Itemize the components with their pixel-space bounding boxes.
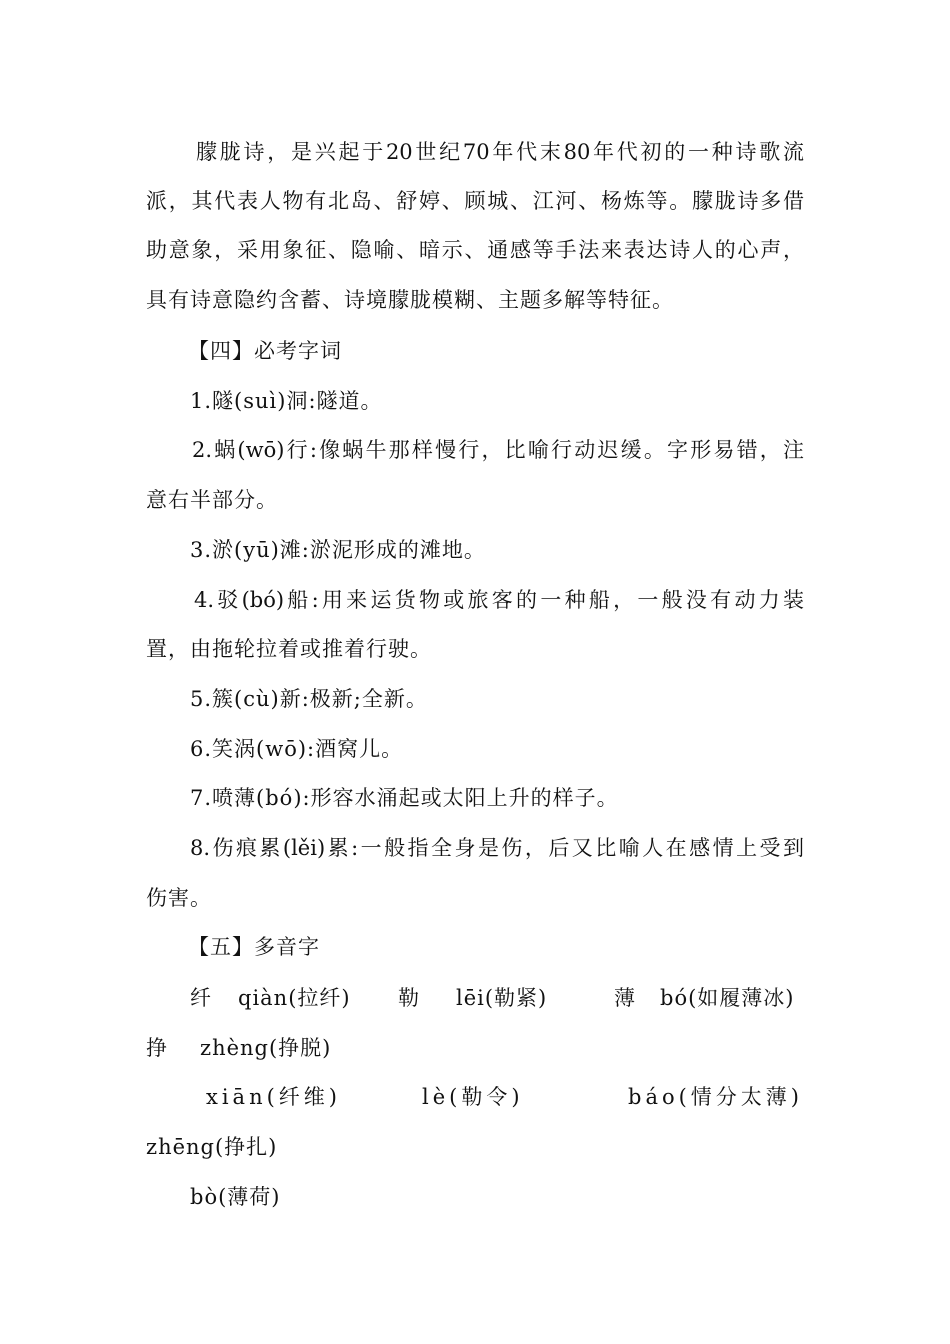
section-heading-4: 【四】必考字词 — [188, 339, 342, 363]
polyphone-reading-zheng-2: zhēng(挣扎) — [146, 1135, 278, 1159]
polyphone-reading-bao: báo(情分太薄) — [628, 1085, 803, 1109]
vocab-item-6: 6.笑涡(wō):酒窝儿。 — [190, 737, 404, 761]
vocab-item-4-line-2: 置，由拖轮拉着或推着行驶。 — [146, 637, 432, 661]
polyphone-reading-lei: lēi(勒紧) — [456, 986, 548, 1010]
vocab-item-1: 1.隧(suì)洞:隧道。 — [190, 389, 383, 413]
vocab-item-7: 7.喷薄(bó):形容水涌起或太阳上升的样子。 — [190, 786, 619, 810]
section-heading-5: 【五】多音字 — [188, 935, 320, 959]
polyphone-reading-xian: xiān(纤维) — [206, 1085, 341, 1109]
polyphone-char-bo: 薄 — [614, 986, 636, 1010]
polyphone-reading-le: lè(勒令) — [422, 1085, 524, 1109]
vocab-item-5: 5.簇(cù)新:极新;全新。 — [190, 687, 428, 711]
vocab-item-3: 3.淤(yū)滩:淤泥形成的滩地。 — [190, 538, 486, 562]
intro-line-1: 朦胧诗，是兴起于20世纪70年代末80年代初的一种诗歌流 — [196, 140, 804, 164]
intro-line-4: 具有诗意隐约含蓄、诗境朦胧模糊、主题多解等特征。 — [146, 288, 674, 312]
vocab-item-2-line-1: 2.蜗(wō)行:像蜗牛那样慢行，比喻行动迟缓。字形易错，注 — [192, 438, 804, 462]
vocab-item-2-line-2: 意右半部分。 — [146, 488, 278, 512]
vocab-item-4-line-1: 4.驳(bó)船:用来运货物或旅客的一种船，一般没有动力装 — [194, 588, 804, 612]
polyphone-char-zheng: 挣 — [146, 1036, 168, 1060]
vocab-item-8-line-2: 伤害。 — [146, 886, 212, 910]
intro-line-2: 派，其代表人物有北岛、舒婷、顾城、江河、杨炼等。朦胧诗多借 — [146, 189, 804, 213]
polyphone-reading-bo-2: bò(薄荷) — [190, 1185, 281, 1209]
polyphone-reading-bo: bó(如履薄冰) — [660, 986, 795, 1010]
intro-line-3: 助意象，采用象征、隐喻、暗示、通感等手法来表达诗人的心声， — [146, 238, 804, 262]
polyphone-char-qian: 纤 — [190, 986, 212, 1010]
polyphone-reading-zheng: zhèng(挣脱) — [200, 1036, 332, 1060]
polyphone-char-lei: 勒 — [398, 986, 420, 1010]
vocab-item-8-line-1: 8.伤痕累(lěi)累:一般指全身是伤，后又比喻人在感情上受到 — [190, 836, 804, 860]
polyphone-reading-qian: qiàn(拉纤) — [238, 986, 351, 1010]
